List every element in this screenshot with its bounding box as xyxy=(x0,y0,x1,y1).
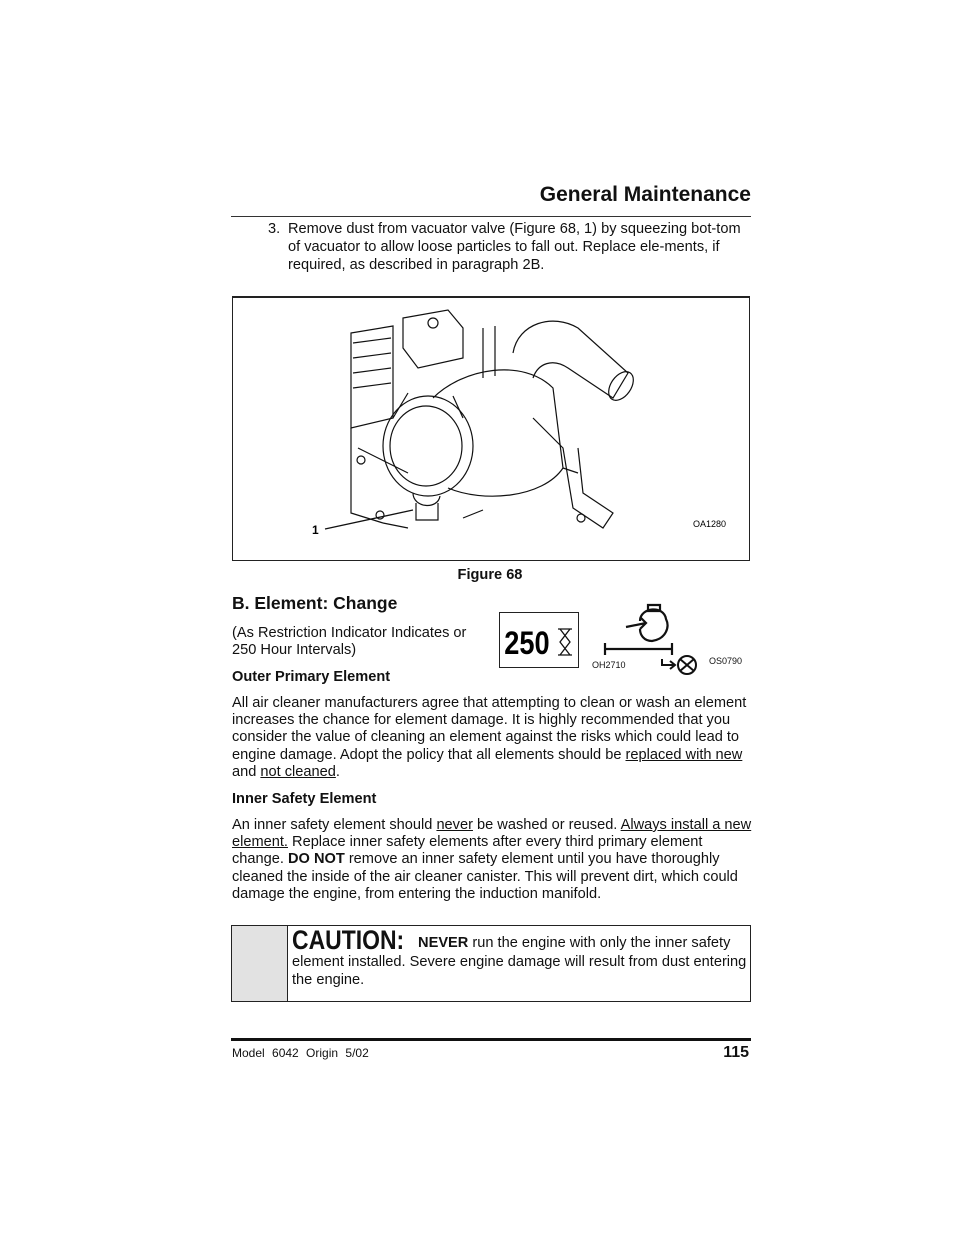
replaced-with-new: replaced with new xyxy=(625,746,743,763)
never-text: never xyxy=(436,817,473,833)
caution-box xyxy=(231,925,751,1002)
icon-code-os0790: OS0790 xyxy=(709,656,743,666)
callout-1: 1 xyxy=(312,523,319,537)
inner-element-heading: Inner Safety Element xyxy=(232,791,377,807)
icon-code-oh2710: OH2710 xyxy=(592,660,626,670)
recycle-icon xyxy=(662,656,696,674)
caution-never: NEVER xyxy=(418,935,469,951)
caution-text: CAUTION: NEVER run the engine with only the inner safety element installed. Severe engine damage will result from dust entering the engine. xyxy=(292,925,747,988)
figure-caption: Figure 68 xyxy=(457,567,523,583)
hour-interval-value: 250 xyxy=(504,625,550,662)
section-title: General Maintenance xyxy=(539,183,751,206)
caution-label: CAUTION: xyxy=(292,925,405,955)
interval-note: (As Restriction Indicator Indicates or 250 Hour Intervals) xyxy=(232,625,467,658)
hour-interval-icon xyxy=(499,612,579,668)
page-number: 115 xyxy=(723,1044,749,1061)
step-text: Remove dust from vacuator valve (Figure 68, 1) by squeezing bot-tom of vacuator to allow loose particles to fall out. Replace ele-ments, if required, as described in paragraph 2B. xyxy=(288,221,741,273)
do-not-text: DO NOT xyxy=(288,851,345,868)
outer-element-heading: Outer Primary Element xyxy=(232,669,391,685)
hourglass-icon xyxy=(558,629,572,655)
section-heading: B. Element: Change xyxy=(232,593,398,613)
figure-code: OA1280 xyxy=(693,519,727,529)
air-cleaner-illustration xyxy=(233,298,749,560)
caution-margin xyxy=(232,926,288,1001)
not-cleaned: not cleaned xyxy=(260,763,336,780)
footer-model: Model 6042 Origin 5/02 xyxy=(232,1046,369,1060)
footer-rule xyxy=(231,1038,751,1041)
outer-element-paragraph: All air cleaner manufacturers agree that attempting to clean or wash an element increases the chance for element damage. It is highly recommended that you consider the value of cleaning an element against the risks which could lead to engine damage. Adopt the policy that all elements should be replaced with new and not cleaned. xyxy=(232,695,747,780)
step-number: 3. xyxy=(268,221,281,237)
inner-element-paragraph: An inner safety element should never be washed or reused. Always install a new element. Replace inner safety elements after every third primary element change. DO NOT remove an inner safety element until you have thoroughly cleaned the inside of the air cleaner canister. This will prevent dirt, which could damage the engine, from entering the induction manifold. xyxy=(232,817,752,902)
header-rule xyxy=(231,216,751,217)
figure-68 xyxy=(232,296,750,561)
always-install-text: Always install a new element. xyxy=(232,817,752,851)
